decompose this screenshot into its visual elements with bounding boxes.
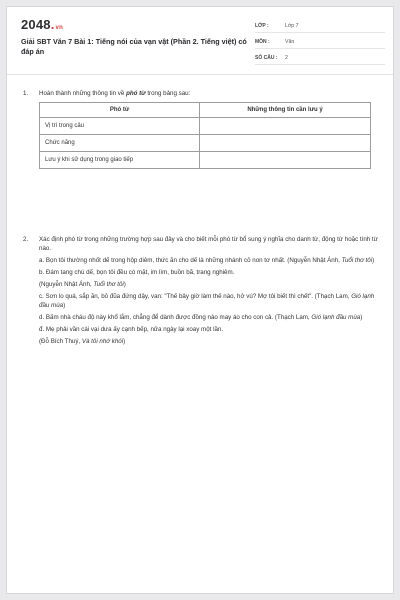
question-1 (23, 89, 379, 169)
example-close: ) (123, 281, 126, 288)
question-body (39, 89, 379, 169)
example-source: Và tôi nhớ khói (81, 338, 124, 345)
example-text: d. Bấm nhà cháu độ này khổ lắm, chẳng để dành được đồng nào may áo cho con cả. (Thạch Lam, (39, 314, 312, 321)
question-number: 1. (23, 90, 29, 97)
worksheet-content (23, 89, 379, 349)
meta-value: Văn (285, 38, 295, 45)
example-close: ) (63, 302, 66, 309)
example-close: ) (123, 338, 126, 345)
example-source: Gió lạnh đầu mùa (311, 314, 361, 321)
table-header: Phó từ (40, 103, 200, 118)
question-body (39, 235, 379, 349)
meta-label: SỐ CÂU : (255, 54, 278, 61)
table-row (40, 135, 371, 152)
example-item (39, 337, 379, 346)
meta-label: LỚP : (255, 22, 269, 29)
logo-suffix: vn (55, 25, 63, 31)
prompt-text: Hoàn thành những thông tin về (39, 90, 127, 97)
meta-info (255, 19, 385, 67)
example-item (39, 256, 379, 265)
table-cell: Lưu ý khi sử dụng trong giao tiếp (40, 152, 200, 169)
meta-value: Lớp 7 (285, 22, 299, 29)
example-text: đ. Mẹ phải vần cái vại dưa ấy cạnh bếp, nửa ngày lại xoay một lần. (39, 326, 224, 333)
table-header: Những thông tin cần lưu ý (200, 103, 371, 118)
table-header-row (40, 103, 371, 118)
question-prompt: Xác định phó từ trong những trường hợp sau đây và cho biết mỗi phó từ bổ sung ý nghĩa cho danh từ, động từ hoặc tính từ nào. (39, 236, 378, 252)
meta-row-class (255, 19, 385, 33)
table-row (40, 152, 371, 169)
example-text: a. Bọn tôi thường nhốt dế trong hộp diêm, thức ăn cho dế là những nhánh cỏ non tơ nhất. (Nguyễn Nhật Ánh, (39, 257, 342, 264)
meta-row-count (255, 51, 385, 65)
example-close: ) (372, 257, 375, 264)
table-cell: Chức năng (40, 135, 200, 152)
logo-text: 2048 (21, 17, 51, 32)
example-text: (Đỗ Bích Thuý, (39, 338, 82, 345)
example-item (39, 280, 379, 289)
example-text: b. Đám tang chú dế, bọn tôi đều có mặt, im lìm, buồn bã, trang nghiêm. (39, 269, 235, 276)
example-source: Gió lạnh đầu mùa (39, 293, 375, 309)
logo-dot: . (50, 17, 55, 32)
table-answer-cell[interactable] (200, 135, 371, 152)
example-source: Tuổi thơ tôi (341, 257, 373, 264)
table-answer-cell[interactable] (200, 118, 371, 135)
example-item (39, 325, 379, 334)
meta-label: MÔN : (255, 38, 270, 45)
example-item (39, 268, 379, 277)
table-cell: Vị trí trong câu (40, 118, 200, 135)
example-item (39, 313, 379, 322)
adverb-table (39, 102, 371, 169)
example-source: Tuổi thơ tôi (93, 281, 124, 288)
question-2 (23, 235, 379, 349)
meta-value: 2 (285, 54, 288, 61)
prompt-text: trong bảng sau: (145, 90, 191, 97)
worksheet-page (6, 6, 394, 594)
example-text: c. Sơn lo quá, sắp ăn, bỏ đũa đứng dậy, van: "Thế bây giờ làm thế nào, hở vú? Mợ tôi biết thì chết". (Thạch Lam, (39, 293, 352, 300)
question-number: 2. (23, 236, 29, 243)
prompt-emphasis: phó từ (126, 90, 146, 97)
table-row (40, 118, 371, 135)
example-text: (Nguyễn Nhật Ánh, (39, 281, 94, 288)
example-close: ) (360, 314, 363, 321)
table-answer-cell[interactable] (200, 152, 371, 169)
site-logo[interactable] (21, 17, 63, 32)
meta-row-subject (255, 35, 385, 49)
page-title: Giải SBT Văn 7 Bài 1: Tiếng nói của vạn vật (Phần 2. Tiếng việt) có đáp án (21, 37, 247, 56)
worksheet-header (7, 7, 393, 75)
question-prompt (39, 89, 379, 98)
example-item (39, 292, 379, 310)
